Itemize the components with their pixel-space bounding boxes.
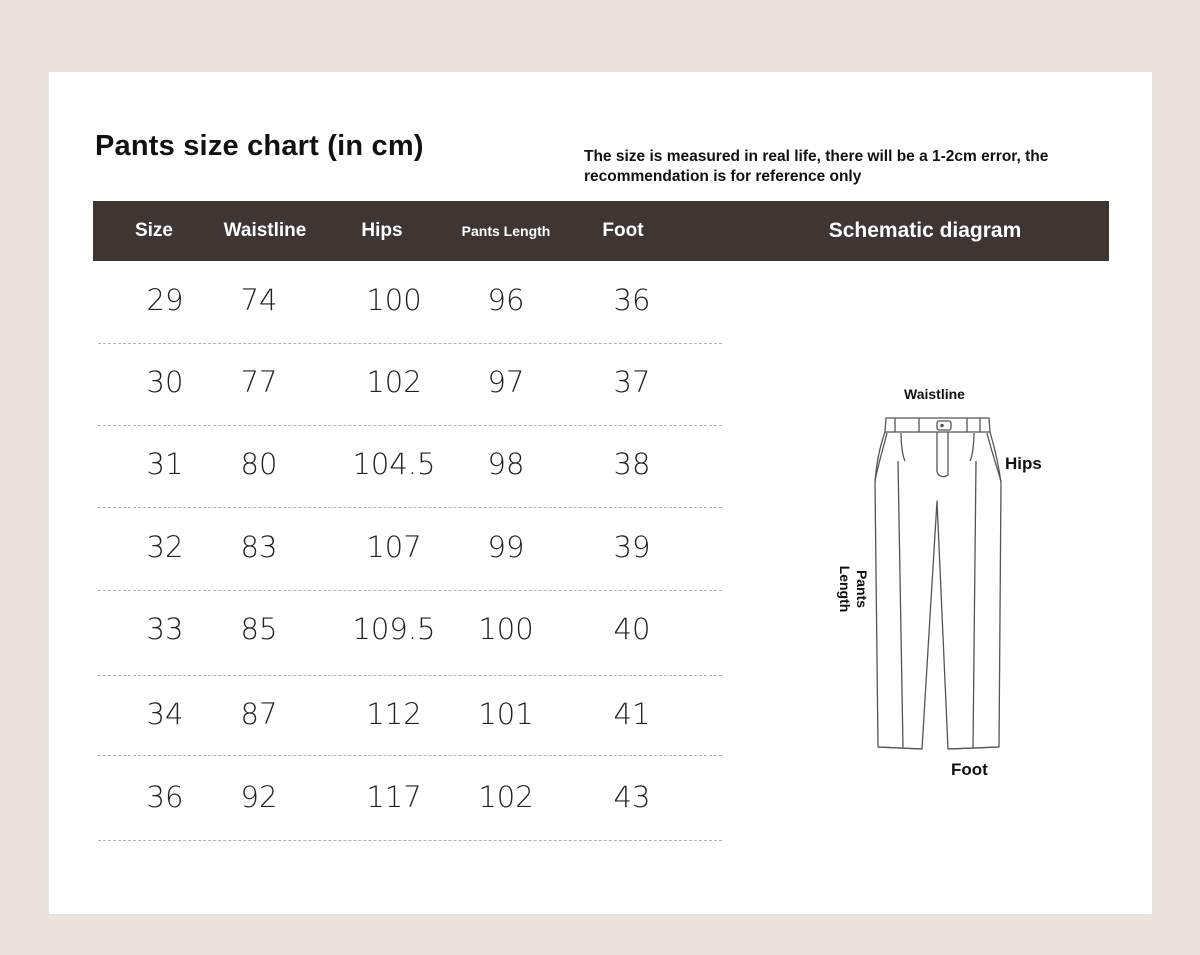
diagram-label-pants: Pants: [854, 569, 870, 609]
table-row: [98, 425, 722, 508]
cell-waistline: 80: [240, 447, 278, 481]
table-row: [98, 508, 722, 591]
diagram-label-length: Length: [837, 565, 853, 613]
cell-pants-length: 102: [478, 780, 534, 814]
cell-pants-length: 100: [478, 612, 534, 646]
cell-size: 32: [146, 530, 184, 564]
cell-foot: 41: [613, 697, 651, 731]
cell-foot: 37: [613, 365, 651, 399]
table-row: [98, 758, 722, 841]
table-header: [93, 201, 1109, 261]
header-size: Size: [134, 220, 174, 241]
pants-outline-icon: [817, 409, 1027, 759]
cell-waistline: 83: [240, 530, 278, 564]
header-pants-length: Pants Length: [461, 223, 551, 239]
cell-waistline: 77: [240, 365, 278, 399]
table-row: [98, 675, 722, 756]
diagram-label-hips: Hips: [1005, 454, 1042, 473]
cell-waistline: 85: [240, 612, 278, 646]
page-title: Pants size chart (in cm): [95, 130, 424, 162]
diagram-label-foot: Foot: [951, 760, 988, 779]
cell-foot: 38: [613, 447, 651, 481]
cell-size: 33: [146, 612, 184, 646]
cell-size: 34: [146, 697, 184, 731]
cell-hips: 112: [366, 697, 422, 731]
cell-size: 30: [146, 365, 184, 399]
header-schematic-diagram: Schematic diagram: [828, 219, 1022, 242]
table-row: [98, 343, 722, 426]
measurement-note: The size is measured in real life, there will be a 1-2cm error, the recommendation is for reference only: [584, 148, 1049, 185]
cell-hips: 117: [366, 780, 422, 814]
cell-hips: 100: [366, 283, 422, 317]
cell-foot: 36: [613, 283, 651, 317]
cell-foot: 39: [613, 530, 651, 564]
cell-hips: 107: [366, 530, 422, 564]
cell-foot: 40: [613, 612, 651, 646]
cell-waistline: 74: [240, 283, 278, 317]
cell-size: 31: [146, 447, 184, 481]
diagram-label-waistline: Waistline: [904, 386, 965, 402]
cell-pants-length: 96: [487, 283, 525, 317]
cell-hips: 102: [366, 365, 422, 399]
cell-foot: 43: [613, 780, 651, 814]
header-hips: Hips: [361, 220, 403, 241]
cell-size: 29: [146, 283, 184, 317]
cell-pants-length: 97: [487, 365, 525, 399]
cell-pants-length: 98: [487, 447, 525, 481]
cell-hips: 109.5: [352, 612, 436, 646]
cell-hips: 104.5: [352, 447, 436, 481]
cell-pants-length: 99: [487, 530, 525, 564]
cell-pants-length: 101: [478, 697, 534, 731]
header-foot: Foot: [602, 220, 644, 241]
cell-waistline: 92: [240, 780, 278, 814]
header-waistline: Waistline: [223, 220, 307, 241]
table-row: [98, 590, 722, 676]
cell-waistline: 87: [240, 697, 278, 731]
table-row: [98, 261, 722, 344]
cell-size: 36: [146, 780, 184, 814]
